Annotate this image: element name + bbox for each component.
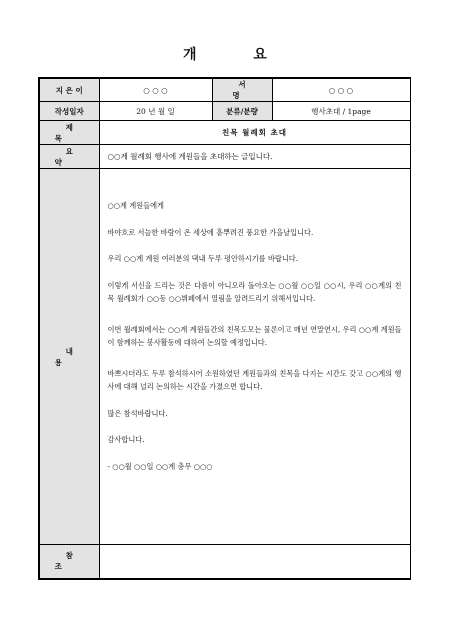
summary-value[interactable]: ○○계 월례회 행사에 계원들을 초대하는 글입니다. [99,145,410,169]
content-paragraph: 바쁘시더라도 두루 참석하시어 소원하였던 계원들과의 친목을 다지는 시간도 갖고 ○○계의 행사에 대해 널리 논의하는 시간을 가졌으면 합니다. [107,368,402,391]
reference-label: 참 조 [39,545,99,579]
category-value[interactable]: 행사초대 / 1page [272,102,410,121]
category-label: 분류/분량 [212,102,272,121]
content-paragraph: 많은 참석바랍니다. [107,408,168,418]
summary-row [39,145,410,169]
page-title: 개 요 [183,47,293,63]
reference-value[interactable] [99,545,410,579]
date-value[interactable]: 20 년 월 일 [99,102,212,121]
content-paragraph: - ○○월 ○○일 ○○계 총무 ○○○ [107,461,213,471]
subject-label: 제 목 [39,121,99,145]
author-value[interactable]: ○ ○ ○ [99,78,212,102]
document-summary-form [38,77,411,580]
content-body[interactable] [99,169,410,545]
signature-value[interactable]: ○ ○ ○ [272,78,410,102]
content-paragraph: 바야흐로 서늘한 바람이 온 세상에 흩뿌려진 풍요한 가을날입니다. [107,227,314,237]
subject-row [39,121,410,145]
signature-label: 서 명 [212,78,272,102]
subject-value[interactable]: 친목 월례회 초대 [99,121,410,145]
content-paragraph: 이렇게 서신을 드리는 것은 다름이 아니오라 돌아오는 ○○월 ○○일 ○○시, 우리 ○○계의 친목 월례회가 ○○동 ○○뷔페에서 열림을 알려드리기 위해서입니다. [107,280,402,303]
content-paragraph: 이번 월례회에서는 ○○계 계원들간의 친목도모는 물론이고 매년 연말연시, 우리 ○○계 계원들이 함께하는 봉사활동에 대하여 논의할 예정입니다. [107,324,402,347]
date-row [39,102,410,121]
summary-label: 요 약 [39,145,99,169]
reference-row [39,545,410,579]
author-row [39,78,410,102]
content-paragraph: 우리 ○○계 계원 여러분의 댁내 두루 평안하시기를 바랍니다. [107,254,299,263]
author-label: 지 은 이 [39,78,99,102]
content-paragraph: 감사합니다. [107,435,145,444]
content-label: 내 용 [39,169,99,545]
content-row [39,169,410,545]
date-label: 작성일자 [39,102,99,121]
content-paragraph: ○○계 계원들에게 [107,201,164,210]
